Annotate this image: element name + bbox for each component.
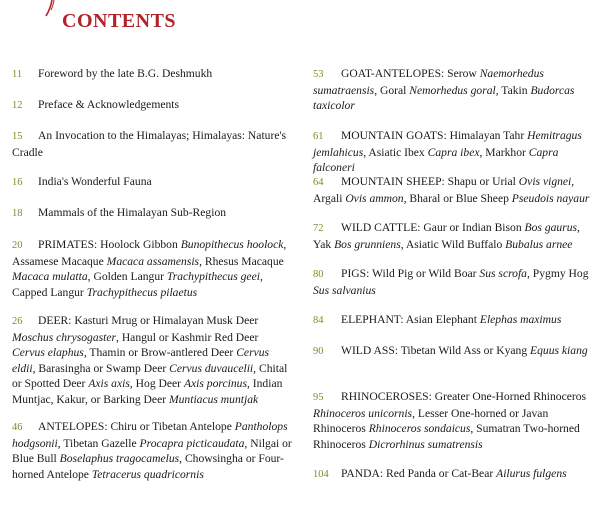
toc-page-number: 90 bbox=[313, 346, 324, 357]
toc-entry bbox=[313, 66, 595, 114]
toc-page-number: 18 bbox=[12, 208, 23, 219]
toc-page-number: 46 bbox=[12, 422, 23, 433]
toc-scientific-name: Budorcas taxicolor bbox=[313, 83, 575, 113]
toc-entry-text: , Pygmy Hog bbox=[526, 267, 589, 280]
toc-entry-text: , Golden Langur bbox=[87, 270, 167, 284]
toc-scientific-name: Bubalus arnee bbox=[505, 237, 573, 251]
toc-entry-text: , Asiatic Ibex bbox=[363, 145, 428, 159]
toc-entry-text: , Bharal or Blue Sheep bbox=[403, 191, 512, 205]
toc-scientific-name: Cervus elaphus bbox=[12, 346, 84, 360]
toc-page-number: 80 bbox=[313, 269, 324, 280]
toc-scientific-name: Axis porcinus bbox=[183, 377, 247, 391]
toc-scientific-name: Ailurus fulgens bbox=[496, 467, 567, 480]
toc-scientific-name: Axis axis bbox=[88, 377, 130, 391]
toc-scientific-name: Elephas maximus bbox=[479, 313, 562, 326]
toc-scientific-name: Hemitragus jemlahicus bbox=[313, 129, 582, 159]
toc-page-number: 15 bbox=[12, 131, 23, 142]
toc-scientific-name: Boselaphus tragocamelus bbox=[59, 452, 180, 466]
toc-entry-text: Mammals of the Himalayan Sub-Region bbox=[38, 206, 227, 219]
toc-entry bbox=[313, 220, 595, 252]
toc-entry bbox=[12, 66, 294, 83]
toc-entry-text: , Barasingha or Swamp Deer bbox=[32, 361, 170, 375]
toc-entry-text: , Argali bbox=[313, 175, 575, 205]
toc-entry bbox=[12, 205, 294, 222]
toc-scientific-name: Pantholops hodgsonii bbox=[12, 420, 288, 450]
toc-page-number: 72 bbox=[313, 223, 324, 234]
toc-entry bbox=[12, 128, 294, 160]
toc-entry-text: , Assamese Macaque bbox=[12, 238, 287, 268]
toc-scientific-name: Pseudois nayaur bbox=[511, 191, 590, 205]
toc-scientific-name: Ovis ammon bbox=[345, 191, 404, 205]
toc-scientific-name: Moschus chrysogaster bbox=[12, 330, 117, 344]
toc-scientific-name: Cervus eldii bbox=[12, 346, 270, 375]
toc-entry bbox=[313, 389, 595, 452]
toc-entry bbox=[313, 312, 595, 329]
page-title: CONTENTS bbox=[62, 10, 177, 32]
toc-scientific-name: Cervus duvaucelii bbox=[169, 361, 254, 375]
toc-entry-text: PIGS: Wild Pig or Wild Boar bbox=[341, 267, 480, 280]
toc-entry bbox=[313, 128, 595, 176]
toc-entry-text: PANDA: Red Panda or Cat-Bear bbox=[341, 467, 497, 480]
toc-scientific-name: Macaca assamensis bbox=[106, 254, 200, 268]
decorative-flourish-icon bbox=[38, 0, 60, 20]
toc-entry-text: , Tibetan Gazelle bbox=[57, 436, 140, 450]
toc-page-number: 26 bbox=[12, 316, 23, 327]
toc-page-number: 95 bbox=[313, 392, 324, 403]
toc-entry-text: WILD ASS: Tibetan Wild Ass or Kyang bbox=[341, 344, 531, 357]
toc-scientific-name: Ovis vignei bbox=[518, 175, 572, 188]
toc-page-number: 61 bbox=[313, 131, 324, 142]
toc-entry-text: ANTELOPES: Chiru or Tibetan Antelope bbox=[38, 420, 235, 433]
toc-entry-text: , Yak bbox=[313, 221, 580, 251]
toc-entry-text: , Thamin or Brow-antlered Deer bbox=[83, 346, 237, 360]
toc-scientific-name: Nemorhedus goral bbox=[409, 83, 496, 97]
toc-entry-text: , Goral bbox=[374, 83, 410, 97]
toc-entry-text: MOUNTAIN GOATS: Himalayan Tahr bbox=[341, 129, 528, 142]
toc-scientific-name: Bunopithecus hoolock bbox=[180, 238, 284, 251]
toc-page-number: 11 bbox=[12, 69, 23, 80]
toc-scientific-name: Capra ibex bbox=[427, 145, 480, 159]
toc-entry-text: Preface & Acknowledgements bbox=[38, 98, 180, 111]
toc-entry bbox=[313, 266, 595, 298]
toc-entry-text: , Sumatran Two-horned Rhinoceros bbox=[313, 422, 580, 451]
toc-entry bbox=[12, 419, 294, 482]
toc-entry-text: , Hangul or Kashmir Red Deer bbox=[116, 330, 259, 344]
toc-page-number: 12 bbox=[12, 100, 23, 111]
toc-entry-text: ELEPHANT: Asian Elephant bbox=[341, 313, 480, 326]
toc-entry-text: Foreword by the late B.G. Deshmukh bbox=[38, 67, 213, 80]
toc-entry bbox=[12, 97, 294, 114]
toc-entry-text: , Lesser One-horned or Javan Rhinoceros bbox=[313, 406, 549, 436]
toc-entry-text: , Indian Muntjac, Kakur, or Barking Deer bbox=[12, 377, 283, 406]
toc-page-number: 16 bbox=[12, 177, 23, 188]
toc-entry-text: , Asiatic Wild Buffalo bbox=[400, 237, 506, 251]
toc-scientific-name: Procapra picticaudata bbox=[139, 436, 245, 450]
toc-entry-text: PRIMATES: Hoolock Gibbon bbox=[38, 238, 181, 251]
toc-scientific-name: Dicrorhinus sumatrensis bbox=[368, 437, 483, 451]
toc-scientific-name: Muntiacus muntjak bbox=[168, 392, 259, 406]
toc-scientific-name: Bos gaurus bbox=[524, 221, 578, 234]
toc-scientific-name: Sus scrofa bbox=[479, 267, 527, 280]
toc-entry bbox=[313, 466, 595, 483]
toc-entry bbox=[313, 174, 595, 206]
toc-scientific-name: Naemorhedus sumatraensis bbox=[313, 67, 544, 97]
toc-entry bbox=[313, 343, 595, 360]
toc-scientific-name: Bos grunniens bbox=[334, 237, 401, 251]
toc-scientific-name: Rhinoceros sondaicus bbox=[368, 422, 471, 436]
toc-entry-text: India's Wonderful Fauna bbox=[38, 175, 152, 188]
toc-scientific-name: Rhinoceros unicornis bbox=[313, 406, 413, 420]
toc-entry-text: An Invocation to the Himalayas; Himalayas: Nature's Cradle bbox=[12, 129, 287, 159]
toc-entry-text: MOUNTAIN SHEEP: Shapu or Urial bbox=[341, 175, 519, 188]
toc-entry bbox=[12, 313, 294, 408]
toc-page-number: 64 bbox=[313, 177, 324, 188]
toc-entry-text: RHINOCEROSES: Greater One-Horned Rhinoceros bbox=[341, 390, 587, 403]
toc-scientific-name: Tetracerus quadricornis bbox=[91, 467, 204, 481]
toc-scientific-name: Trachypithecus geei bbox=[166, 270, 260, 284]
toc-entry-text: , Capped Langur bbox=[12, 270, 263, 299]
toc-entry-text: , Nilgai or Blue Bull bbox=[12, 436, 292, 466]
toc-page-number: 53 bbox=[313, 69, 324, 80]
toc-entry-text: , Chital or Spotted Deer bbox=[12, 361, 288, 391]
toc-scientific-name: Capra falconeri bbox=[313, 145, 559, 175]
toc-entry-text: , Chowsingha or Four-horned Antelope bbox=[12, 452, 284, 481]
toc-scientific-name: Sus salvanius bbox=[313, 283, 376, 297]
toc-entry-text: , Takin bbox=[495, 83, 531, 97]
toc-entry-text: , Markhor bbox=[479, 145, 529, 159]
toc-page-number: 20 bbox=[12, 240, 23, 251]
toc-entry-text: GOAT-ANTELOPES: Serow bbox=[341, 67, 480, 80]
toc-entry-text: WILD CATTLE: Gaur or Indian Bison bbox=[341, 221, 525, 234]
toc-entry-text: , Hog Deer bbox=[129, 377, 184, 391]
toc-page-number: 104 bbox=[313, 469, 329, 480]
toc-scientific-name: Trachypithecus pilaetus bbox=[86, 285, 198, 299]
toc-scientific-name: Equus kiang bbox=[530, 344, 588, 357]
toc-scientific-name: Macaca mulatta bbox=[12, 270, 88, 284]
toc-page-number: 84 bbox=[313, 315, 324, 326]
toc-entry-text: DEER: Kasturi Mrug or Himalayan Musk Deer bbox=[38, 314, 259, 327]
toc-entry bbox=[12, 237, 294, 300]
toc-entry bbox=[12, 174, 294, 191]
toc-entry-text: , Rhesus Macaque bbox=[199, 254, 284, 268]
